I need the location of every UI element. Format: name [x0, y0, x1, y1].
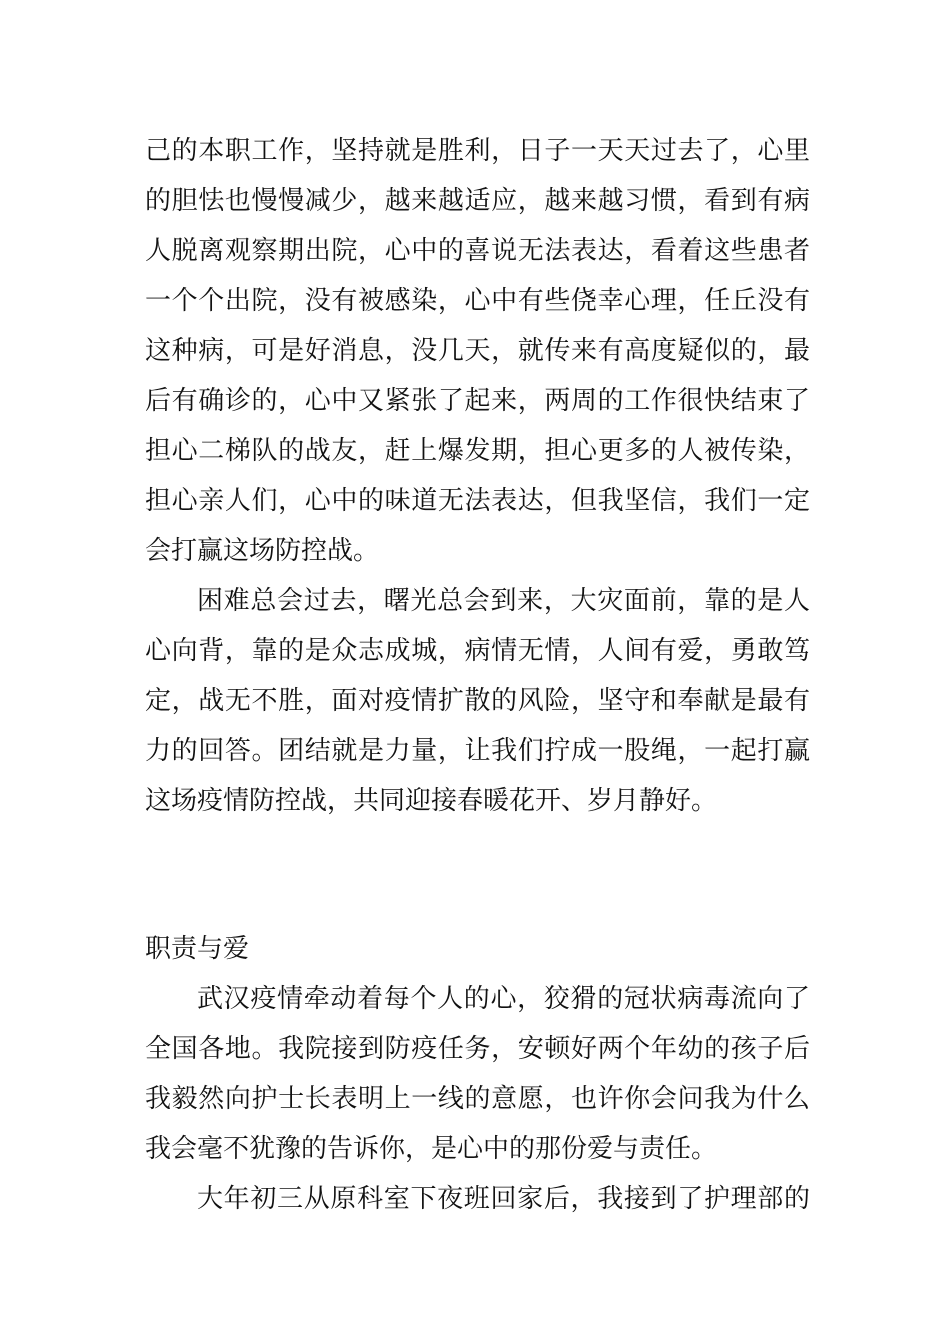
- text-line: 我会毫不犹豫的告诉你，是心中的那份爱与责任。: [145, 1134, 718, 1164]
- text-line: 的胆怯也慢慢减少，越来越适应，越来越习惯，看到有病: [145, 186, 810, 216]
- text-line: 人脱离观察期出院，心中的喜说无法表达，看着这些患者: [145, 236, 810, 266]
- text-line: 定，战无不胜，面对疫情扩散的风险，坚守和奉献是最有: [145, 686, 810, 716]
- text-line: 我毅然向护士长表明上一线的意愿，也许你会问我为什么: [145, 1084, 810, 1114]
- text-line: 后有确诊的，心中又紧张了起来，两周的工作很快结束了: [145, 386, 810, 416]
- text-line: 会打赢这场防控战。: [145, 536, 380, 566]
- text-line: 担心亲人们，心中的味道无法表达，但我坚信，我们一定: [145, 486, 810, 516]
- text-line: 这场疫情防控战，共同迎接春暖花开、岁月静好。: [145, 786, 718, 816]
- text-line: 武汉疫情牵动着每个人的心，狡猾的冠状病毒流向了: [197, 984, 810, 1014]
- text-line: 心向背，靠的是众志成城，病情无情，人间有爱，勇敢笃: [145, 636, 810, 666]
- text-line: 大年初三从原科室下夜班回家后，我接到了护理部的: [197, 1184, 810, 1214]
- section-title: 职责与爱: [145, 934, 250, 964]
- text-line: 这种病，可是好消息，没几天，就传来有高度疑似的，最: [145, 336, 810, 366]
- text-line: 担心二梯队的战友，赶上爆发期，担心更多的人被传染，: [145, 436, 810, 466]
- text-line: 全国各地。我院接到防疫任务，安顿好两个年幼的孩子后: [145, 1034, 810, 1064]
- text-line: 一个个出院，没有被感染，心中有些侥幸心理，任丘没有: [145, 286, 810, 316]
- text-line: 己的本职工作，坚持就是胜利，日子一天天过去了，心里: [145, 136, 810, 166]
- text-line: 困难总会过去，曙光总会到来，大灾面前，靠的是人: [197, 586, 810, 616]
- text-line: 力的回答。团结就是力量，让我们拧成一股绳，一起打赢: [145, 736, 810, 766]
